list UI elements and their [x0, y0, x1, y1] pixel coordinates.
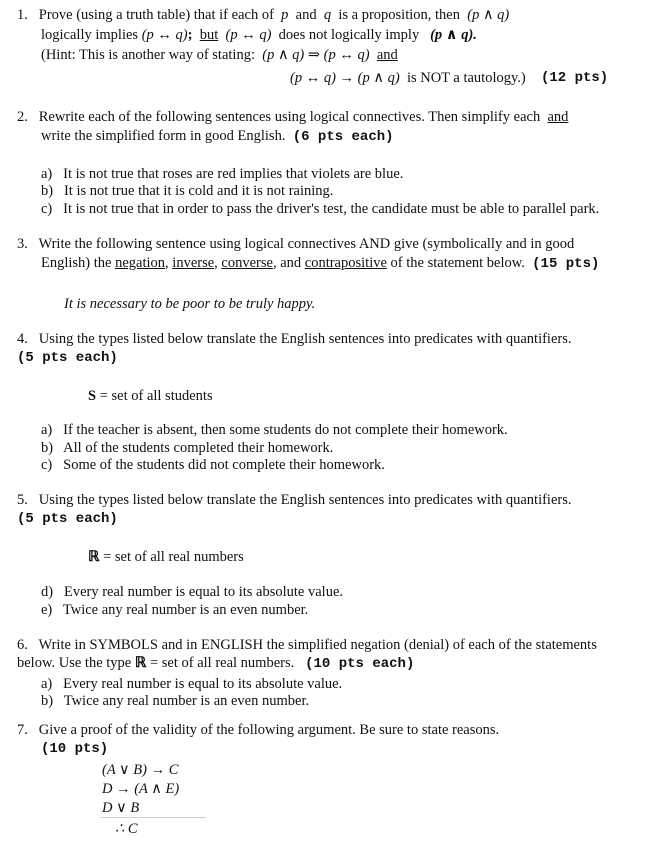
q1-points: (12 pts)	[541, 70, 609, 86]
q6-line-1	[17, 636, 597, 655]
q6-text-b: below. Use the type	[17, 655, 132, 671]
q4-item-c	[41, 456, 385, 475]
q3-line-2	[41, 254, 599, 274]
q1-line-1	[17, 6, 509, 25]
q4-item-a	[41, 421, 508, 440]
q5-item-e-label: e)	[41, 602, 53, 618]
q7-line-1	[17, 721, 499, 740]
q1-hint-and: and	[376, 47, 398, 63]
q7-conclusion: ∴ C	[115, 821, 138, 837]
q1-text-implies: logically implies	[41, 27, 139, 43]
q6-item-b	[41, 692, 309, 711]
q5-item-d-label: d)	[41, 584, 54, 600]
q6-item-b-text: Twice any real number is an even number.	[63, 693, 310, 709]
q3-number: 3.	[17, 236, 28, 252]
q1-expr-bicond: (p ↔ q)	[141, 27, 188, 43]
q6-item-b-label: b)	[41, 693, 54, 709]
q5-type-symbol: ℝ	[88, 549, 100, 565]
q1-var-p: p	[281, 7, 289, 23]
q1-hint-text: (Hint: This is another way of stating:	[41, 47, 255, 63]
q6-text-a: Write in SYMBOLS and in ENGLISH the simplified negation (denial) of each of the statements	[38, 637, 597, 653]
q1-expr-p-and-q: (p ∧ q)	[467, 7, 510, 23]
q4-points: (5 pts each)	[17, 350, 118, 366]
q1-text-b: is a proposition, then	[338, 7, 460, 23]
q7-text: Give a proof of the validity of the following argument. Be sure to state reasons.	[38, 722, 500, 738]
q1-line-2	[41, 26, 477, 45]
q4-item-b-label: b)	[41, 440, 54, 456]
q2-text-b: write the simplified form in good English.	[41, 128, 286, 144]
q5-number: 5.	[17, 492, 28, 508]
q4-item-c-text: Some of the students did not complete their homework.	[63, 457, 385, 473]
q2-item-b-label: b)	[41, 183, 54, 199]
q5-line-1	[17, 491, 572, 510]
q2-line-2	[41, 127, 394, 147]
q4-type-def	[88, 387, 213, 406]
q2-and: and	[547, 109, 569, 125]
q1-number: 1.	[17, 7, 28, 23]
q3-comma-1: ,	[165, 255, 169, 271]
q5-item-d-text: Every real number is equal to its absolute value.	[63, 584, 344, 600]
q7-conclusion-rule	[100, 817, 206, 818]
q1-and: and	[295, 7, 317, 23]
q2-item-a-label: a)	[41, 166, 53, 182]
q4-item-b-text: All of the students completed their homework.	[63, 440, 334, 456]
q5-points: (5 pts each)	[17, 511, 118, 527]
q4-item-a-label: a)	[41, 422, 53, 438]
q7-premise-2: D → (A ∧ E)	[102, 781, 180, 797]
q7-points: (10 pts)	[41, 741, 109, 757]
q6-number: 6.	[17, 637, 28, 653]
q3-contrapositive: contrapositive	[304, 255, 387, 271]
q3-line-1	[17, 235, 574, 254]
q1-hint-line-2	[290, 69, 526, 88]
q5-item-d	[41, 583, 343, 602]
q1-hint-tail: is NOT a tautology.)	[406, 70, 526, 86]
q7-number: 7.	[17, 722, 28, 738]
q4-number: 4.	[17, 331, 28, 347]
q6-points: (10 pts each)	[305, 656, 415, 672]
q1-hint-line-1	[41, 46, 398, 65]
q3-comma-and: , and	[272, 255, 302, 271]
q1-text-a: Prove (using a truth table) that if each of	[38, 7, 274, 23]
q2-points: (6 pts each)	[292, 129, 394, 145]
q2-item-c	[41, 200, 599, 219]
q4-item-c-label: c)	[41, 457, 53, 473]
q7-premise-1: (A ∨ B) → C	[102, 762, 179, 778]
q2-item-c-text: It is not true that in order to pass the driver's test, the candidate must be able to parallel park.	[63, 201, 600, 217]
q5-type-text: = set of all real numbers	[103, 549, 244, 565]
q6-line-2	[17, 654, 414, 674]
q1-but: but	[199, 27, 219, 43]
q2-item-c-label: c)	[41, 201, 53, 217]
q3-negation: negation	[115, 255, 166, 271]
q1-var-q: q	[323, 7, 332, 23]
q2-item-b-text: It is not true that it is cold and it is not raining.	[63, 183, 334, 199]
q1-semicolon: ;	[187, 27, 193, 43]
q3-points: (15 pts)	[532, 256, 600, 272]
q4-type-symbol: S	[88, 388, 97, 404]
q3-text-c: of the statement below.	[390, 255, 525, 271]
q5-text: Using the types listed below translate the English sentences into predicates with quantifiers.	[38, 492, 572, 508]
q3-converse: converse	[221, 255, 273, 271]
q5-item-e-text: Twice any real number is an even number.	[62, 602, 309, 618]
q3-statement: It is necessary to be poor to be truly happy.	[64, 296, 316, 312]
q1-expr-p-and-q-2: (p ∧ q).	[430, 27, 477, 43]
q2-text-a: Rewrite each of the following sentences using logical connectives. Then simplify each	[38, 109, 541, 125]
q3-text-b: English) the	[41, 255, 112, 271]
q5-item-e	[41, 601, 308, 620]
q4-type-text: = set of all students	[99, 388, 213, 404]
q7-premise-3: D ∨ B	[102, 800, 140, 816]
q1-expr-bicond-2: (p ↔ q)	[225, 27, 272, 43]
q2-number: 2.	[17, 109, 28, 125]
q6-type-symbol: ℝ	[134, 655, 147, 671]
q3-inverse: inverse	[172, 255, 215, 271]
q6-item-a-text: Every real number is equal to its absolute value.	[63, 676, 343, 692]
q4-item-a-text: If the teacher is absent, then some students do not complete their homework.	[63, 422, 508, 438]
q3-text-a: Write the following sentence using logical connectives AND give (symbolically and in good	[38, 236, 575, 252]
q3-comma-2: ,	[214, 255, 218, 271]
q2-line-1	[17, 108, 568, 127]
q6-text-c: = set of all real numbers.	[149, 655, 295, 671]
q4-text: Using the types listed below translate the English sentences into predicates with quantifiers.	[38, 331, 572, 347]
q5-type-def	[88, 548, 244, 567]
q6-item-a-label: a)	[41, 676, 53, 692]
q4-line-1	[17, 330, 572, 349]
q1-hint-expr-2: (p ↔ q) → (p ∧ q)	[290, 70, 400, 86]
q2-item-a-text: It is not true that roses are red implies that violets are blue.	[63, 166, 404, 182]
q1-hint-expr-1: (p ∧ q) ⇒ (p ↔ q)	[262, 47, 370, 63]
q2-item-b	[41, 182, 333, 201]
q1-text-not-imply: does not logically imply	[278, 27, 420, 43]
